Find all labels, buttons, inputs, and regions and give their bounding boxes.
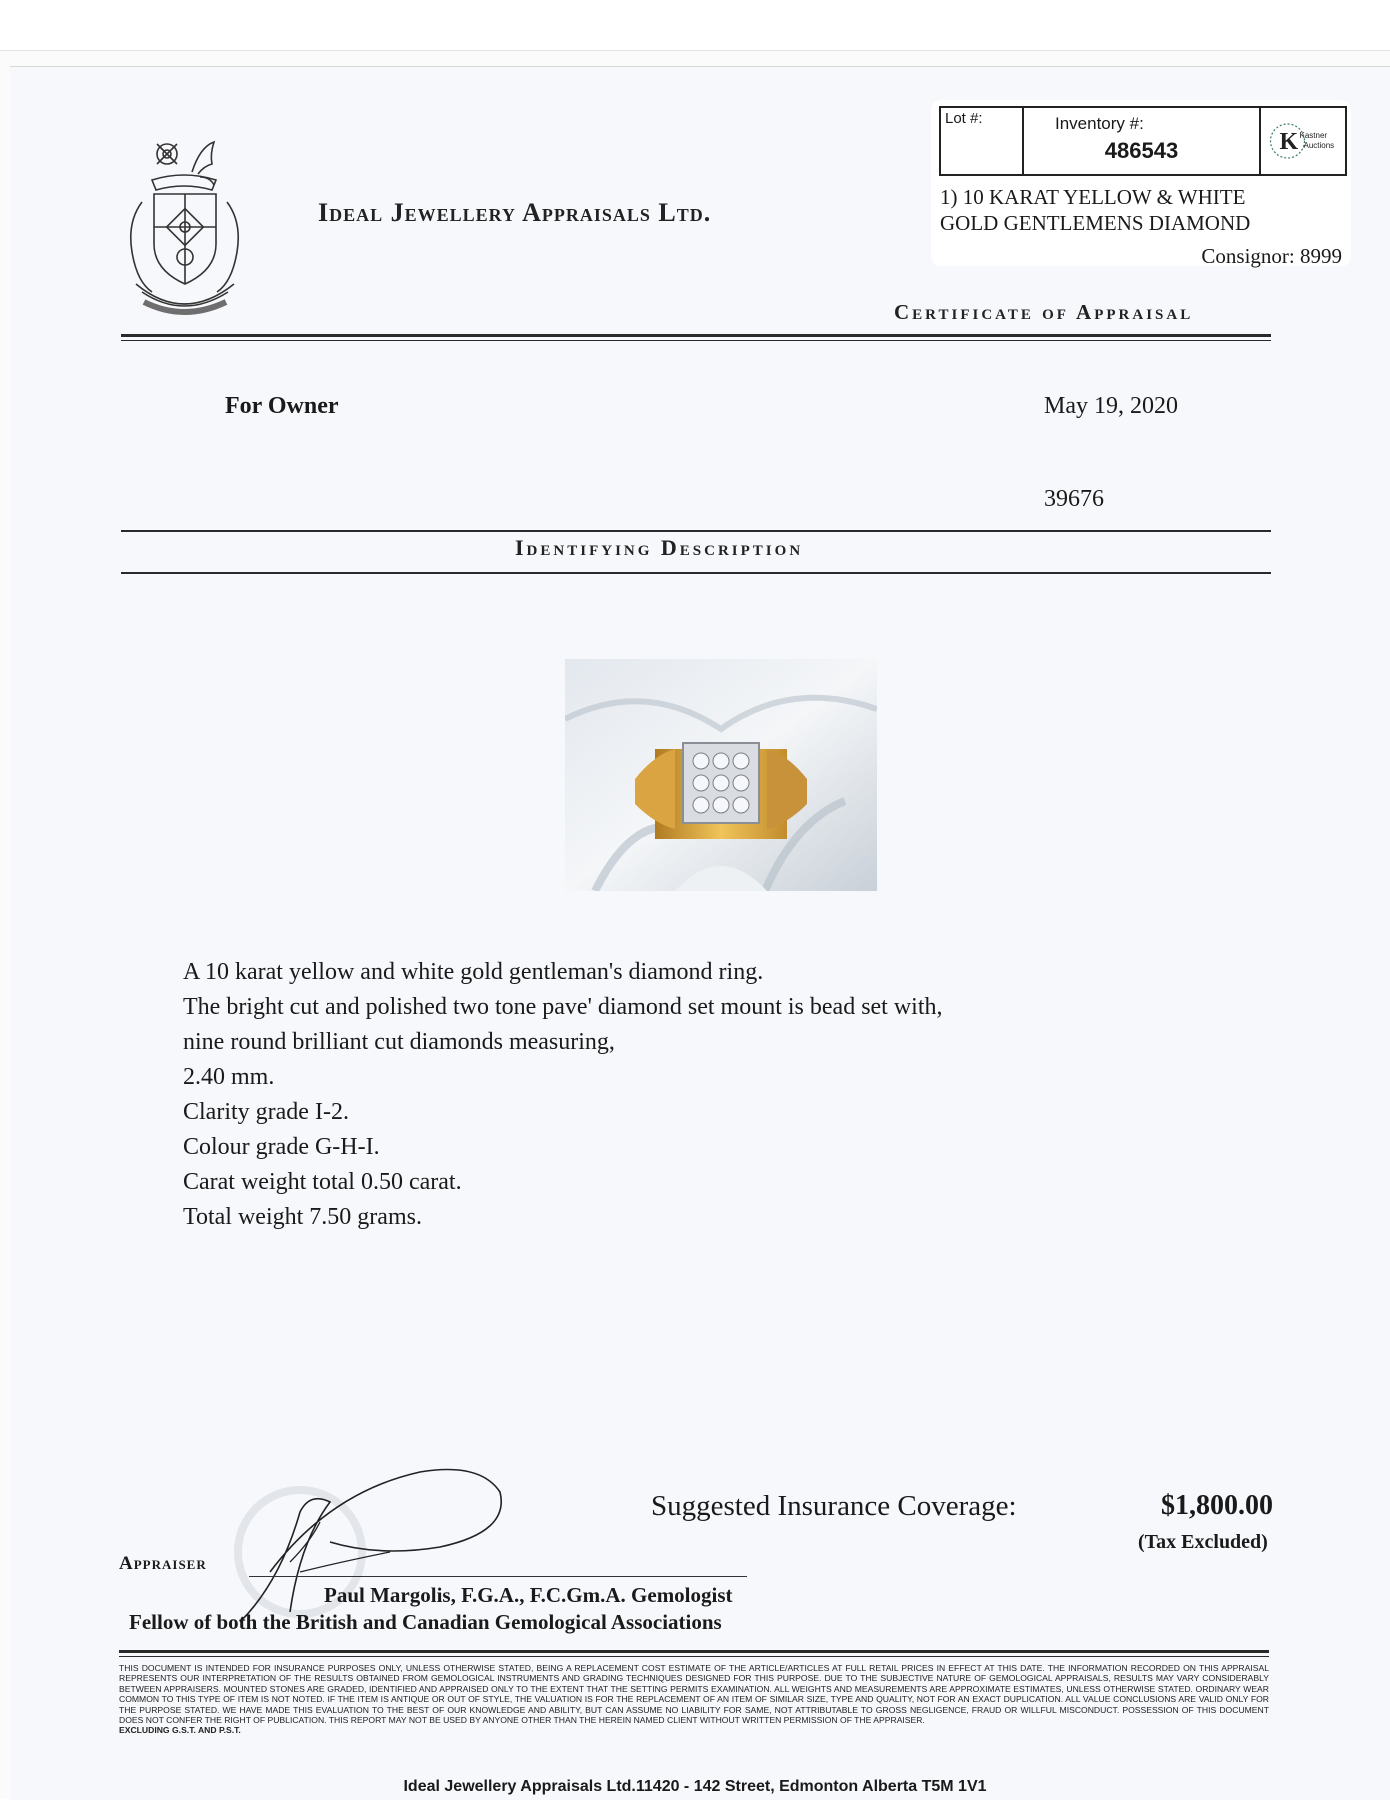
coverage-amount: $1,800.00 [1161,1490,1273,1521]
lot-inventory-box [939,106,1347,176]
section-rule-top [121,530,1271,532]
scan-top-strip [0,0,1390,51]
svg-text:K: K [1279,129,1299,155]
ring-photo [565,659,877,891]
lot-description-line: 1) 10 KARAT YELLOW & WHITE [940,185,1246,209]
auction-logo-cell [1261,108,1345,174]
description-line: nine round brilliant cut diamonds measuring, [183,1029,615,1055]
appraisal-number: 39676 [1044,486,1104,512]
coverage-label: Suggested Insurance Coverage: [651,1490,1017,1522]
consignor: Consignor: 8999 [1201,244,1342,268]
appraiser-name: Paul Margolis, F.G.A., F.C.Gm.A. Gemologist [324,1583,733,1607]
disclaimer-text: THIS DOCUMENT IS INTENDED FOR INSURANCE PURPOSES ONLY, UNLESS OTHERWISE STATED, BEING A REPLACEMENT COST ESTIMATE OF THE ARTICLE/ARTICLES AT FULL RETAIL PRICES IN EFFECT AT THIS DATE. THE INFORMATION RECORDED ON THIS APPRAISAL REPRESENTS OUR INTERPRETATION OF THE RESULTS OBTAINED FROM GEMOLOGICAL INSTRUMENTS AND GRADING TECHNIQUES DESIGNED FOR THIS PURPOSE. DUE TO THE SUBJECTIVE NATURE OF GEMOLOGICAL APPRAISALS, RESULTS MAY VARY CONSIDERABLY BETWEEN APPRAISERS. MOUNTED STONES ARE GRADED, IDENTIFIED AND APPRAISED ONLY TO THE EXTENT THAT THE SETTING PERMITS EXAMINATION. ALL WEIGHTS AND MEASUREMENTS ARE APPROXIMATE ESTIMATES, UNLESS OTHERWISE STATED. ORDINARY WEAR COMMON TO THIS TYPE OF ITEM IS NOT NOTED. IF THE ITEM IS ANTIQUE OR OUT OF STYLE, THE VALUATION IS FOR THE REPLACEMENT OF AN ITEM OF SIMILAR SIZE, TYPE AND QUALITY, NOT FOR AN EXACT DUPLICATION. ALL VALUE CONCLUSIONS ARE VALID ONLY FOR THE PURPOSE STATED. WE HAVE MADE THIS EVALUATION TO THE BEST OF OUR KNOWLEDGE AND ABILITY, BUT CAN ASSUME NO LIABILITY FOR SAME, NOT ATTRIBUTABLE TO GROSS NEGLIGENCE, FRAUD OR WILLFUL MISCONDUCT. POSSESSION OF THIS DOCUMENT DOES NOT CONFER THE RIGHT OF PUBLICATION. THIS REPORT MAY NOT BE USED BY ANYONE OTHER THAN THE HEREIN NAMED CLIENT WITHOUT WRITTEN PERMISSION OF THE APPRAISER. [119,1663,1269,1726]
section-title: Identifying Description [515,535,804,560]
description-line: Clarity grade I-2. [183,1099,349,1125]
appraiser-title: Fellow of both the British and Canadian Gemological Associations [129,1610,722,1634]
disclaimer [119,1663,1269,1736]
lot-description-line: GOLD GENTLEMENS DIAMOND [940,211,1251,235]
inventory-label: Inventory #: [1055,114,1144,133]
item-description [183,955,943,1235]
logo-text-top: Kastner [1299,131,1328,140]
coat-of-arms-icon [122,132,247,327]
description-line: A 10 karat yellow and white gold gentleman's diamond ring. [183,959,764,985]
kastner-auctions-logo-icon [1261,108,1350,174]
header-rule [121,334,1271,337]
appraisal-date: May 19, 2020 [1044,393,1178,419]
lot-cell [941,108,1024,174]
description-line: 2.40 mm. [183,1064,275,1090]
lot-label: Lot #: [945,110,983,127]
appraiser-label: Appraiser [119,1553,207,1574]
header-rule-thin [121,340,1271,341]
description-line: Carat weight total 0.50 carat. [183,1169,462,1195]
disclaimer-tax-note: EXCLUDING G.S.T. AND P.S.T. [119,1725,241,1736]
logo-text-bottom: Auctions [1303,141,1335,150]
inventory-number: 486543 [1104,138,1179,163]
lot-description [940,184,1340,236]
disclaimer-rule [119,1650,1269,1653]
certificate-title: Certificate of Appraisal [894,300,1194,324]
description-line: Total weight 7.50 grams. [183,1204,422,1230]
description-line: Colour grade G-H-I. [183,1134,380,1160]
tax-note: (Tax Excluded) [1138,1531,1268,1553]
disclaimer-rule-thin [119,1656,1269,1657]
signature-line [249,1576,747,1577]
company-name: Ideal Jewellery Appraisals Ltd. [318,198,712,227]
owner-label: For Owner [225,393,339,419]
section-rule-bottom [121,572,1271,574]
description-line: The bright cut and polished two tone pave' diamond set mount is bead set with, [183,994,943,1020]
footer-address: Ideal Jewellery Appraisals Ltd.11420 - 142 Street, Edmonton Alberta T5M 1V1 [403,1778,987,1795]
inventory-cell [1024,108,1261,174]
